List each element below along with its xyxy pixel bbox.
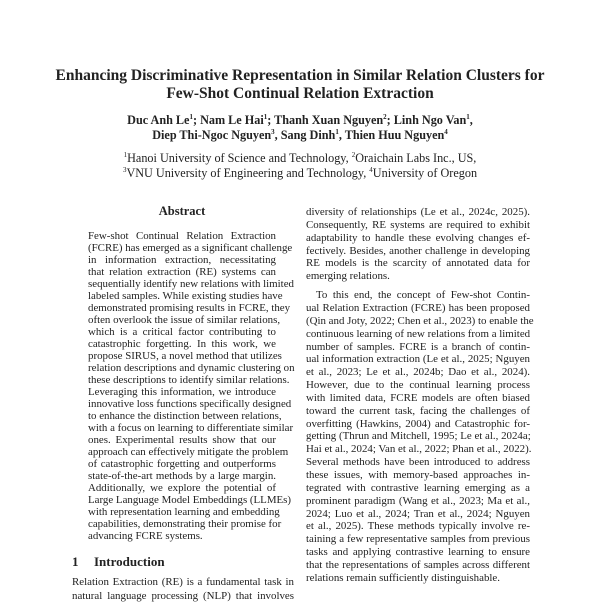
- text-line: propose SIRUS, a novel method that utilizes: [88, 350, 282, 362]
- text-line: often overlook the issue of similar relations,: [88, 314, 281, 326]
- text-line: et al., 2023; Le et al., 2024b; Dao et al., 2024).: [306, 366, 530, 379]
- text-line: that the representations of samples across different: [306, 558, 530, 571]
- text-line: overfitting (Hawkins, 2004) and Catastrophic for-: [306, 417, 530, 430]
- text-line: state-of-the-art methods by a large margin.: [88, 470, 276, 482]
- text-line: continuous learning of new relations from a limited: [306, 327, 531, 340]
- text-line: capabilities, demonstrating their promise for: [88, 518, 282, 530]
- text-line: of catastrophic forgetting and outperforms: [88, 458, 276, 470]
- affiliation-name: University of Oregon: [372, 166, 478, 180]
- author-name: Thien Huu Nguyen: [344, 128, 445, 142]
- text-line: tasks and applying contrastive learning to ensure: [306, 546, 530, 559]
- text-line: relation descriptions and dynamic clustering on: [88, 362, 295, 374]
- author-separator: ,: [469, 113, 473, 127]
- section-heading-introduction: [72, 554, 165, 570]
- text-line: with representation learning and embedding: [88, 506, 280, 518]
- author-affiliation-mark: 1: [466, 113, 470, 121]
- text-line: relations remain sufficiently distinguishable.: [306, 571, 500, 584]
- text-line: these descriptions to identify similar relations.: [88, 374, 290, 386]
- text-line: (FCRE) has emerged as a significant challenge: [88, 242, 293, 254]
- author-separator: ;: [192, 113, 201, 127]
- affiliation-mark: 1: [123, 151, 128, 159]
- affiliation-name: Oraichain Labs Inc., US,: [355, 151, 477, 165]
- author-separator: ,: [274, 128, 281, 142]
- text-line: Relation Extraction (RE) is a fundamental task in: [72, 576, 294, 588]
- authors-line-2: [0, 128, 600, 143]
- text-line: (Qin and Joty, 2022; Chen et al., 2023) to enable the: [306, 314, 534, 327]
- text-line: with a focus on learning to differentiate similar: [88, 422, 294, 434]
- author-name: Thanh Xuan Nguyen: [274, 113, 384, 127]
- text-line: advancing FCRE systems.: [88, 530, 203, 542]
- author-separator: ,: [338, 128, 345, 142]
- author-name: Duc Anh Le: [127, 113, 190, 127]
- text-line: labeled samples. While existing studies have: [88, 290, 283, 302]
- text-line: getting (Thrun and Mitchell, 1995; Le et al., 2024a;: [306, 430, 531, 443]
- text-line: To this end, the concept of Few-shot Contin-: [316, 289, 530, 302]
- text-line: natural language processing (NLP) that involves: [72, 590, 294, 602]
- text-line: et al., 2025). These methods typically involve re-: [306, 520, 530, 533]
- text-line: approach can effectively mitigate the problem: [88, 446, 289, 458]
- text-line: which is a critical factor contributing to: [88, 326, 276, 338]
- text-line: ones. Experimental results show that our: [88, 434, 276, 446]
- text-line: adaptability to handle these evolving changes ef-: [306, 231, 530, 244]
- author-separator: ;: [267, 113, 275, 127]
- text-line: Consequently, RE systems are required to exhibit: [306, 218, 530, 231]
- author-affiliation-mark: 4: [444, 128, 448, 136]
- affiliation-mark: 2: [351, 151, 356, 159]
- authors-line-1: [0, 113, 600, 128]
- text-line: ual Relation Extraction (FCRE) has been proposed: [306, 301, 530, 314]
- text-line: prominent paradigm (Wang et al., 2023; Ma et al.,: [306, 494, 530, 507]
- text-line: Hai et al., 2024; Van et al., 2022; Phan et al., 2022).: [306, 443, 532, 456]
- text-line: to enhance the distinction between relations,: [88, 410, 282, 422]
- author-name: Sang Dinh: [280, 128, 336, 142]
- author-affiliation-mark: 1: [335, 128, 339, 136]
- text-line: Few-shot Continual Relation Extraction: [88, 230, 276, 242]
- section-title: Introduction: [94, 554, 165, 569]
- text-line: taining a few representative samples from previous: [306, 533, 530, 546]
- text-line: emerging relations.: [306, 270, 390, 283]
- author-name: Linh Ngo Van: [393, 113, 467, 127]
- paper-title-line-2: Few-Shot Continual Relation Extraction: [166, 85, 434, 102]
- text-line: toward the current task, facing the challenges of: [306, 404, 530, 417]
- text-line: sequentially identify new relations with limited: [88, 278, 294, 290]
- author-affiliation-mark: 3: [271, 128, 275, 136]
- author-name: Nam Le Hai: [200, 113, 264, 127]
- text-line: 2024; Luo et al., 2024; Tran et al., 2024; Nguyen: [306, 507, 530, 520]
- text-line: Large Language Model Embeddings (LLMEs): [88, 494, 292, 506]
- text-line: demonstrated promising results in FCRE, they: [88, 302, 291, 314]
- affiliation-name: VNU University of Engineering and Technology,: [126, 166, 370, 180]
- text-line: RE models is the scarcity of annotated data for: [306, 257, 530, 270]
- text-line: Several methods have been introduced to address: [306, 456, 530, 469]
- text-line: in information extraction, necessitating: [88, 254, 276, 266]
- text-line: with limited data, FCRE models are often biased: [306, 391, 530, 404]
- text-line: that relation extraction (RE) systems can: [88, 266, 276, 278]
- affiliation-name: Hanoi University of Science and Technology,: [127, 151, 352, 165]
- text-line: catastrophic forgetting. In this work, we: [88, 338, 276, 350]
- abstract-heading: Abstract: [158, 204, 206, 218]
- author-name: Diep Thi-Ngoc Nguyen: [152, 128, 272, 142]
- text-line: ual information extraction (Le et al., 2025; Nguyen: [306, 353, 530, 366]
- text-line: fectively. Besides, another challenge in developing: [306, 244, 530, 257]
- text-line: diversity of relationships (Le et al., 2024c, 2025).: [306, 206, 530, 218]
- affiliations-line-1: [0, 151, 600, 166]
- paper-title-line-1: Enhancing Discriminative Representation in Similar Relation Clusters for: [55, 67, 545, 84]
- affiliations-line-2: [0, 166, 600, 181]
- text-line: these issues, with memory-based approaches in-: [306, 469, 530, 481]
- affiliation-mark: 3: [122, 166, 127, 174]
- author-affiliation-mark: 1: [263, 113, 268, 121]
- author-affiliation-mark: 1: [189, 113, 193, 121]
- author-separator: ;: [386, 113, 394, 127]
- text-line: However, due to the continual learning process: [306, 379, 530, 392]
- affiliation-mark: 4: [369, 166, 373, 174]
- section-number: 1: [72, 554, 79, 569]
- text-line: Leveraging this information, we introduce: [88, 386, 276, 398]
- author-affiliation-mark: 2: [383, 113, 387, 121]
- text-line: innovative loss functions specifically designed: [88, 398, 292, 410]
- text-line: number of samples. FCRE is a branch of contin-: [306, 340, 530, 353]
- text-line: tegrated with contrastive learning emerging as a: [306, 481, 530, 494]
- text-line: Additionally, we explore the potential of: [88, 482, 276, 494]
